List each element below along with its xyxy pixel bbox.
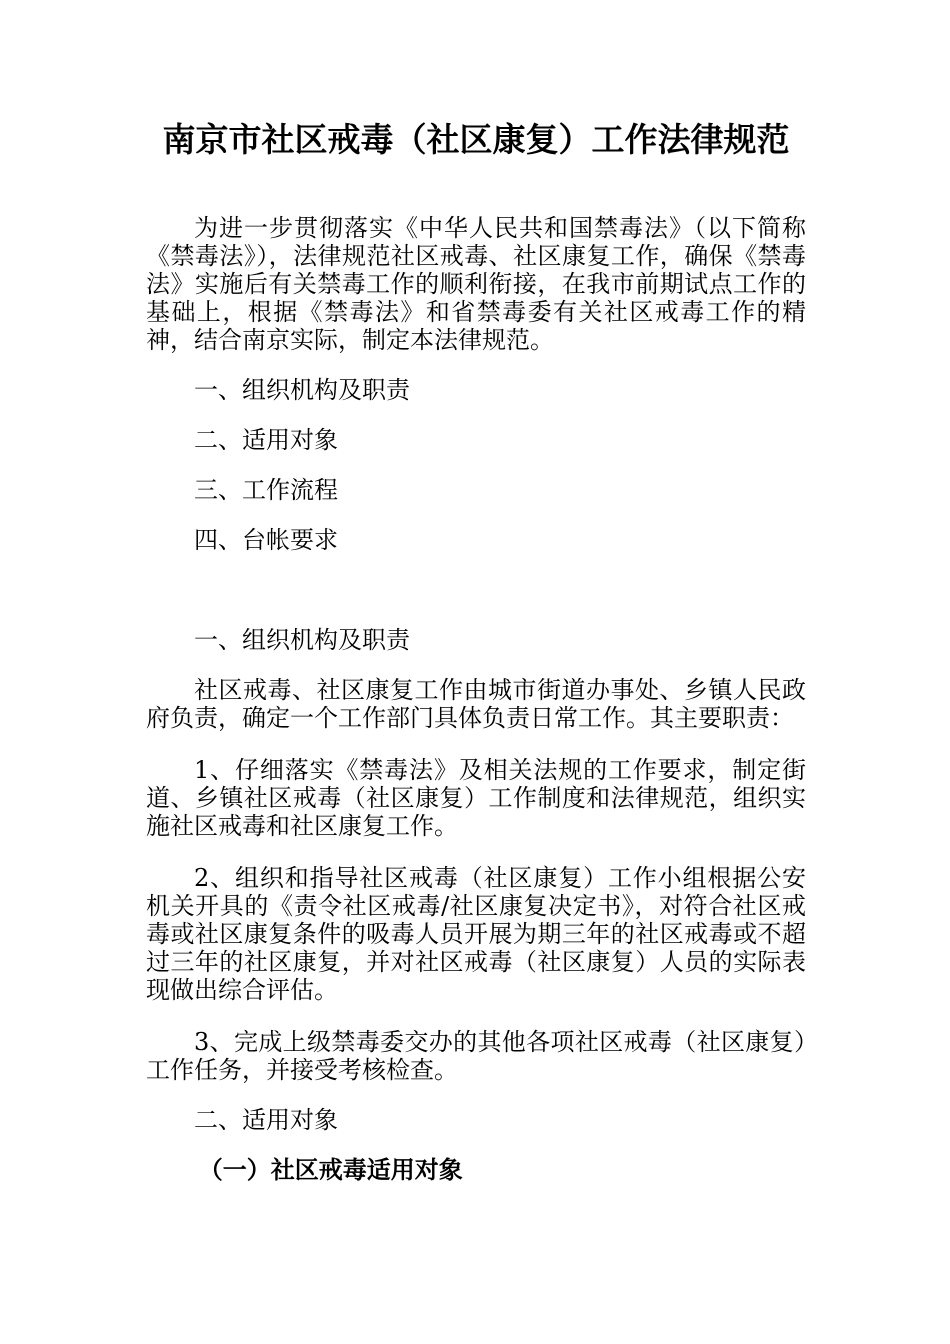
- section-2-heading: 二、适用对象: [194, 1106, 338, 1134]
- toc-item-1: 一、组织机构及职责: [194, 376, 410, 404]
- document-body: [146, 214, 806, 1184]
- toc-item-4: 四、台帐要求: [194, 526, 338, 554]
- section-1-item-1: 1、仔细落实《禁毒法》及相关法规的工作要求，制定街道、乡镇社区戒毒（社区康复）工作制度和法律规范，组织实施社区戒毒和社区康复工作。: [146, 756, 806, 840]
- toc-item-2: 二、适用对象: [194, 426, 338, 454]
- section-1-intro: 社区戒毒、社区康复工作由城市街道办事处、乡镇人民政府负责，确定一个工作部门具体负责日常工作。其主要职责：: [146, 676, 806, 732]
- section-2-sub-heading: （一）社区戒毒适用对象: [198, 1156, 463, 1184]
- section-1-item-3: 3、完成上级禁毒委交办的其他各项社区戒毒（社区康复）工作任务，并接受考核检查。: [146, 1028, 806, 1084]
- document-title: 南京市社区戒毒（社区康复）工作法律规范: [162, 120, 790, 159]
- section-1-heading: 一、组织机构及职责: [194, 626, 410, 654]
- toc-item-3: 三、工作流程: [194, 476, 338, 504]
- intro-paragraph: 为进一步贯彻落实《中华人民共和国禁毒法》（以下简称《禁毒法》），法律规范社区戒毒、社区康复工作，确保《禁毒法》实施后有关禁毒工作的顺利衔接，在我市前期试点工作的基础上，根据《禁毒法》和省禁毒委有关社区戒毒工作的精神，结合南京实际，制定本法律规范。: [146, 214, 806, 354]
- section-1-item-2: 2、组织和指导社区戒毒（社区康复）工作小组根据公安机关开具的《责令社区戒毒/社区康复决定书》，对符合社区戒毒或社区康复条件的吸毒人员开展为期三年的社区戒毒或不超过三年的社区康复，并对社区戒毒（社区康复）人员的实际表现做出综合评估。: [146, 864, 806, 1004]
